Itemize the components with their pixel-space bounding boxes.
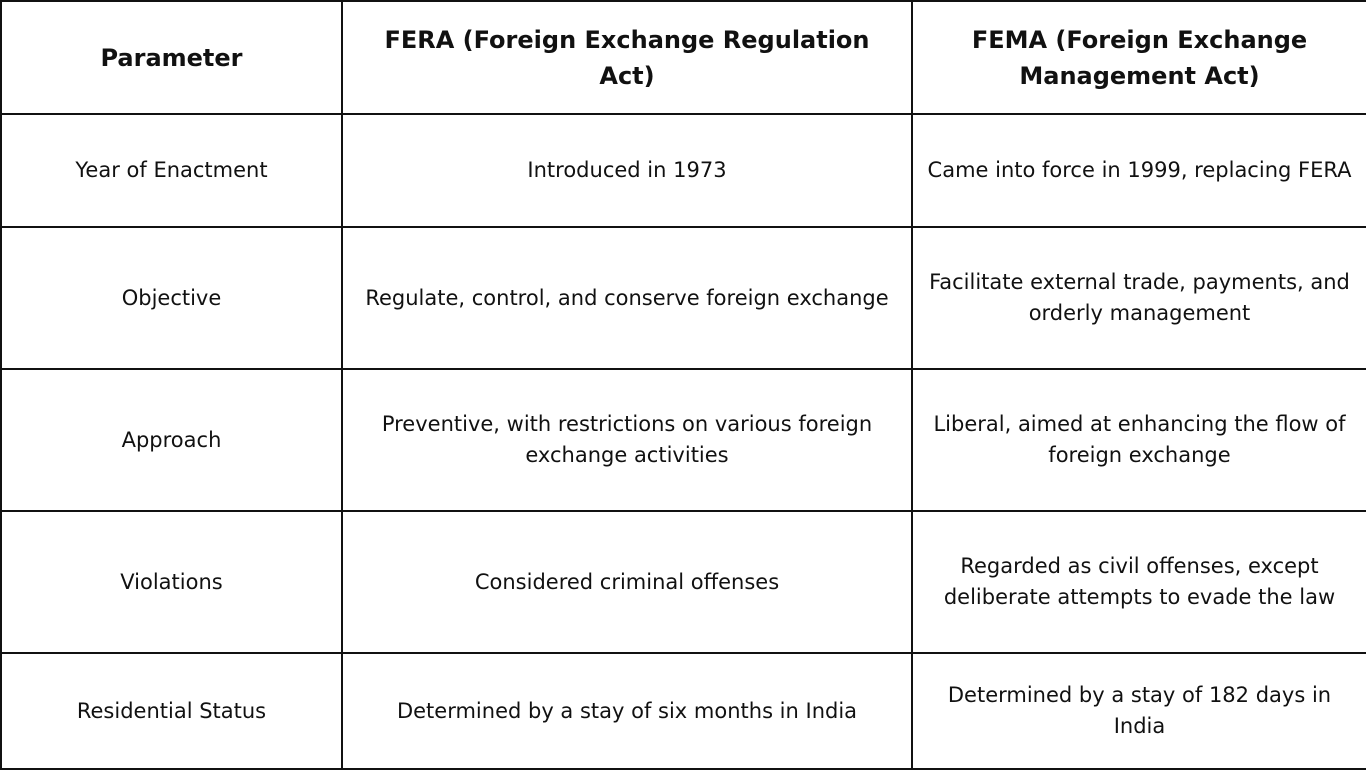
header-fema: FEMA (Foreign Exchange Management Act) — [912, 1, 1366, 114]
parameter-cell: Violations — [1, 511, 342, 653]
fema-cell: Liberal, aimed at enhancing the flow of foreign exchange — [912, 369, 1366, 511]
parameter-cell: Approach — [1, 369, 342, 511]
fema-cell: Determined by a stay of 182 days in India — [912, 653, 1366, 769]
fera-cell: Preventive, with restrictions on various foreign exchange activities — [342, 369, 912, 511]
fera-cell: Considered criminal offenses — [342, 511, 912, 653]
table-row — [1, 369, 1366, 511]
table-row — [1, 114, 1366, 227]
fera-cell: Regulate, control, and conserve foreign exchange — [342, 227, 912, 369]
parameter-cell: Year of Enactment — [1, 114, 342, 227]
fema-cell: Facilitate external trade, payments, and orderly management — [912, 227, 1366, 369]
table-header-row — [1, 1, 1366, 114]
table-row — [1, 653, 1366, 769]
parameter-cell: Objective — [1, 227, 342, 369]
table-row — [1, 227, 1366, 369]
fema-cell: Regarded as civil offenses, except deliberate attempts to evade the law — [912, 511, 1366, 653]
fera-cell: Determined by a stay of six months in India — [342, 653, 912, 769]
parameter-cell: Residential Status — [1, 653, 342, 769]
fera-cell: Introduced in 1973 — [342, 114, 912, 227]
table-row — [1, 511, 1366, 653]
fema-cell: Came into force in 1999, replacing FERA — [912, 114, 1366, 227]
header-fera: FERA (Foreign Exchange Regulation Act) — [342, 1, 912, 114]
header-parameter: Parameter — [1, 1, 342, 114]
